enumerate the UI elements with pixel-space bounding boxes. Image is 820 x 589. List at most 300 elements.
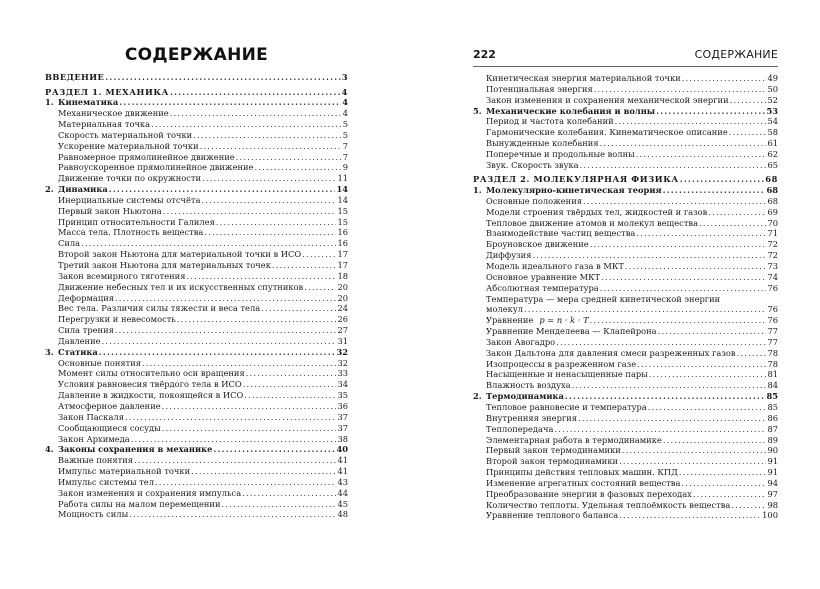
- dot-leader: [193, 130, 342, 141]
- toc-entry[interactable]: [473, 196, 778, 207]
- toc-page-number: 34: [337, 379, 348, 390]
- toc-entry[interactable]: [45, 390, 348, 401]
- toc-entry[interactable]: [45, 227, 348, 238]
- toc-page-number: 40: [336, 444, 348, 455]
- toc-entry-label: Второй закон термодинамики: [486, 456, 619, 467]
- toc-page-number: 35: [337, 390, 348, 401]
- dot-leader: [162, 423, 337, 434]
- toc-entry-label: Термодинамика: [486, 391, 564, 402]
- dot-leader: [177, 314, 337, 325]
- toc-page-number: 15: [337, 216, 348, 227]
- toc-entry-label: Модель идеального газа в МКТ: [486, 261, 624, 271]
- toc-entry-label: РАЗДЕЛ 1. МЕХАНИКА: [45, 86, 169, 97]
- toc-page-number: 87: [767, 423, 778, 434]
- toc-entry-label: Законы сохранения в механике: [58, 444, 213, 455]
- toc-chapter-number: 1.: [45, 97, 54, 108]
- dot-leader: [81, 238, 336, 249]
- toc-page-number: 68: [765, 174, 778, 185]
- dot-leader: [151, 119, 342, 130]
- toc-entry[interactable]: [473, 250, 778, 261]
- toc-entry[interactable]: [473, 84, 778, 95]
- toc-entry[interactable]: [473, 500, 778, 511]
- toc-entry[interactable]: [45, 206, 348, 217]
- toc-page-number: 4: [341, 86, 348, 97]
- toc-page-number: 76: [767, 304, 778, 315]
- running-title: СОДЕРЖАНИЕ: [694, 48, 778, 61]
- toc-entry-label: Тепловое движение атомов и молекул вещества: [486, 217, 699, 228]
- toc-entry-label: Движение небесных тел и их искусственных спутников: [58, 281, 304, 292]
- toc-entry-label: Давление в жидкости, покоящейся в ИСО: [58, 390, 244, 401]
- dot-leader: [619, 510, 761, 521]
- dot-leader: [202, 173, 336, 184]
- toc-entry[interactable]: [45, 195, 348, 206]
- toc-entry-label: Вынужденные колебания: [486, 138, 599, 149]
- toc-chapter-number: 4.: [45, 444, 54, 455]
- toc-page-number: 81: [767, 369, 778, 380]
- toc-entry-label: Тепловое равновесие и температура: [486, 401, 647, 412]
- toc-entry[interactable]: [45, 314, 348, 325]
- toc-page-number: 78: [767, 347, 778, 358]
- toc-entry-label: Закон Паскаля: [58, 411, 124, 422]
- dot-leader: [204, 227, 336, 238]
- toc-entry[interactable]: [45, 401, 348, 412]
- toc-entry[interactable]: [473, 467, 778, 478]
- toc-entry[interactable]: [45, 271, 348, 282]
- toc-entry[interactable]: [473, 445, 778, 456]
- toc-page-number: 49: [767, 73, 778, 83]
- dot-leader: [222, 499, 337, 510]
- toc-entry[interactable]: [473, 239, 778, 250]
- page-number: 222: [473, 48, 496, 61]
- toc-page-number: 16: [337, 238, 348, 249]
- toc-section[interactable]: [473, 174, 778, 186]
- toc-entry-label: Механические колебания и волны: [486, 105, 656, 116]
- dot-leader: [155, 477, 336, 488]
- toc-chapter-number: 3.: [45, 346, 54, 357]
- dot-leader: [236, 152, 342, 163]
- toc-entry-label: Элементарная работа в термодинамике: [486, 434, 662, 445]
- dot-leader: [532, 250, 766, 261]
- toc-entry-label: Влажность воздуха: [486, 380, 571, 391]
- dot-leader: [708, 207, 766, 218]
- dot-leader: [163, 206, 337, 217]
- formula: p = n · k · T: [539, 315, 589, 326]
- toc-page-number: 54: [767, 116, 778, 127]
- toc-page-number: 11: [337, 173, 348, 184]
- toc-entry[interactable]: [473, 127, 778, 138]
- toc-entry-label: Масса тела. Плотность вещества: [58, 227, 204, 238]
- toc-entry[interactable]: [45, 152, 348, 163]
- toc-entry[interactable]: [45, 260, 348, 271]
- dot-leader: [131, 434, 337, 445]
- toc-entry-label: Преобразование энергии в фазовых переходах: [486, 488, 692, 499]
- toc-page-number: 37: [337, 422, 348, 433]
- toc-entry[interactable]: [45, 477, 348, 488]
- dot-leader: [129, 509, 336, 520]
- toc-entry[interactable]: [45, 119, 348, 130]
- toc-page-number: 41: [337, 466, 348, 477]
- toc-page-number: 17: [337, 260, 348, 270]
- toc-entry-label-continued: молекул: [486, 304, 523, 315]
- toc-page-number: 16: [337, 227, 348, 238]
- dot-leader: [656, 106, 765, 117]
- toc-page-number: 20: [337, 281, 348, 292]
- dot-leader: [200, 141, 342, 152]
- dot-leader: [115, 293, 336, 304]
- dot-leader: [254, 162, 341, 173]
- dot-leader: [99, 347, 336, 358]
- dot-leader: [216, 217, 337, 228]
- toc-entry-label: Первый закон Ньютона: [58, 205, 162, 216]
- toc-entry-label: Деформация: [58, 292, 114, 303]
- toc-entry-label: Основное уравнение МКТ: [486, 271, 601, 282]
- dot-leader: [242, 488, 336, 499]
- dot-leader: [170, 108, 342, 119]
- toc-page-number: 91: [767, 456, 778, 467]
- toc-page-number: 7: [342, 140, 348, 151]
- toc-entry[interactable]: [473, 456, 778, 467]
- toc-entry[interactable]: [45, 173, 348, 184]
- toc-page-number: 70: [767, 217, 778, 228]
- dot-leader: [737, 348, 767, 359]
- dot-leader: [556, 337, 766, 348]
- toc-entry-label: Броуновское движение: [486, 239, 589, 250]
- toc-entry[interactable]: [45, 249, 348, 260]
- dot-leader: [246, 368, 337, 379]
- toc-entry-label: Ускорение материальной точки: [58, 140, 199, 151]
- toc-page-number: 94: [767, 477, 778, 488]
- dot-leader: [600, 283, 767, 294]
- dot-leader: [142, 358, 336, 369]
- toc-entry-label: Атмосферное давление: [58, 400, 161, 411]
- toc-page-number: 90: [767, 445, 778, 456]
- toc-entry[interactable]: [473, 489, 778, 500]
- toc-entry-label: Важные понятия: [58, 455, 134, 466]
- toc-page-number: 44: [337, 487, 348, 498]
- toc-page-number: 20: [337, 292, 348, 303]
- toc-entry[interactable]: [473, 315, 778, 326]
- toc-page-number: 89: [767, 434, 778, 445]
- table-of-contents-left: [45, 72, 348, 520]
- toc-entry[interactable]: [45, 130, 348, 141]
- toc-entry[interactable]: [473, 380, 778, 391]
- toc-page-number: 76: [767, 282, 778, 293]
- toc-chapter-number: 2.: [45, 184, 54, 195]
- toc-page-number: 62: [767, 148, 778, 159]
- toc-entry-label: Материальная точка: [58, 119, 151, 130]
- toc-entry[interactable]: [473, 95, 778, 106]
- dot-leader: [162, 401, 337, 412]
- toc-entry[interactable]: [45, 499, 348, 510]
- toc-page-number: 50: [767, 83, 778, 94]
- dot-leader: [648, 402, 767, 413]
- dot-leader: [681, 478, 766, 489]
- toc-page-number: 72: [767, 239, 778, 250]
- dot-leader: [572, 380, 767, 391]
- toc-entry[interactable]: [45, 303, 348, 314]
- toc-entry[interactable]: [473, 510, 778, 521]
- toc-entry-label: Мощность силы: [58, 509, 129, 520]
- toc-entry-label: Уравнение теплового баланса: [486, 510, 619, 521]
- toc-entry[interactable]: [473, 73, 778, 84]
- toc-entry[interactable]: [473, 160, 778, 171]
- toc-entry[interactable]: [45, 368, 348, 379]
- dot-leader: [580, 160, 767, 171]
- toc-entry[interactable]: [45, 108, 348, 119]
- toc-entry[interactable]: [473, 326, 778, 337]
- toc-chapter[interactable]: [45, 347, 348, 358]
- toc-entry-continued[interactable]: [473, 304, 778, 315]
- toc-entry-label: Скорость материальной точки: [58, 129, 193, 140]
- dot-leader: [201, 195, 336, 206]
- toc-entry[interactable]: [45, 217, 348, 228]
- toc-entry-label: Закон всемирного тяготения: [58, 270, 186, 281]
- toc-page-number: 18: [337, 270, 348, 281]
- toc-entry[interactable]: [45, 282, 348, 293]
- dot-leader: [590, 239, 767, 250]
- toc-entry[interactable]: [45, 412, 348, 423]
- toc-entry[interactable]: [473, 294, 778, 305]
- dot-leader: [105, 72, 341, 83]
- toc-entry-label: Уравнение Менделеева — Клапейрона: [486, 326, 657, 337]
- dot-leader: [636, 228, 766, 239]
- toc-chapter[interactable]: [45, 184, 348, 195]
- toc-entry[interactable]: [45, 466, 348, 477]
- toc-page-number: 86: [767, 412, 778, 423]
- dot-leader: [730, 95, 767, 106]
- toc-entry[interactable]: [45, 336, 348, 347]
- toc-page-number: 73: [767, 261, 778, 271]
- dot-leader: [302, 249, 336, 260]
- toc-entry-label: Изменение агрегатных состояний вещества: [486, 477, 681, 488]
- toc-entry-label: Молекулярно-кинетическая теория: [486, 185, 662, 196]
- toc-entry[interactable]: [473, 369, 778, 380]
- toc-entry[interactable]: [45, 141, 348, 152]
- toc-entry-label: Движение точки по окружности: [58, 173, 201, 184]
- dot-leader: [191, 466, 336, 477]
- toc-entry-label: Сила трения: [58, 325, 114, 336]
- dot-leader: [601, 272, 766, 283]
- toc-entry[interactable]: [45, 434, 348, 445]
- toc-entry[interactable]: [473, 348, 778, 359]
- toc-page-number: 100: [762, 510, 778, 521]
- dot-leader: [663, 185, 766, 196]
- toc-entry-label: Вес тела. Различия силы тяжести и веса тела: [58, 303, 261, 314]
- toc-page-number: 17: [337, 249, 348, 260]
- toc-entry[interactable]: [473, 207, 778, 218]
- toc-entry[interactable]: [473, 149, 778, 160]
- toc-page-number: 33: [337, 368, 348, 379]
- dot-leader: [594, 84, 767, 95]
- toc-entry-label: Принцип относительности Галилея: [58, 216, 215, 227]
- toc-page-number: 98: [767, 499, 778, 510]
- toc-page-number: 84: [767, 380, 778, 391]
- toc-entry-label: Потенциальная энергия: [486, 83, 593, 94]
- toc-entry[interactable]: [45, 325, 348, 336]
- dot-leader: [663, 435, 767, 446]
- toc-entry-label: Гармонические колебания. Кинематическое описание: [486, 127, 728, 138]
- toc-entry-label: Импульс материальной точки: [58, 466, 191, 477]
- toc-page-number: 45: [337, 498, 348, 509]
- dot-leader: [637, 359, 766, 370]
- toc-entry[interactable]: [473, 283, 778, 294]
- toc-entry-label: Закон Архимеда: [58, 433, 130, 444]
- dot-leader: [115, 325, 337, 336]
- toc-entry[interactable]: [45, 358, 348, 369]
- toc-page-number: 41: [337, 455, 348, 466]
- toc-entry[interactable]: [45, 72, 348, 83]
- toc-entry[interactable]: [473, 435, 778, 446]
- toc-page-number: 31: [337, 335, 348, 346]
- toc-entry-label: Механическое движение: [58, 108, 169, 119]
- toc-page-number: 85: [767, 401, 778, 412]
- toc-entry[interactable]: [45, 162, 348, 173]
- toc-page-number: 4: [342, 108, 348, 119]
- toc-page-number: 69: [767, 206, 778, 217]
- toc-entry-label: Динамика: [58, 184, 108, 195]
- toc-entry[interactable]: [45, 238, 348, 249]
- toc-entry[interactable]: [45, 379, 348, 390]
- toc-entry-label: Кинематика: [58, 97, 119, 108]
- toc-page-number: 74: [767, 271, 778, 282]
- toc-entry[interactable]: [473, 116, 778, 127]
- dot-leader: [658, 326, 767, 337]
- toc-entry[interactable]: [45, 509, 348, 520]
- dot-leader: [600, 138, 767, 149]
- toc-entry[interactable]: [45, 423, 348, 434]
- toc-entry[interactable]: [473, 272, 778, 283]
- toc-page-number: 78: [767, 358, 778, 369]
- toc-chapter[interactable]: [45, 444, 348, 455]
- dot-leader: [554, 424, 766, 435]
- dot-leader: [186, 271, 336, 282]
- dot-leader: [244, 390, 336, 401]
- toc-page-number: 37: [337, 411, 348, 422]
- toc-page-number: 91: [767, 467, 778, 478]
- toc-entry[interactable]: [45, 293, 348, 304]
- toc-entry-label: Поперечные и продольные волны: [486, 148, 635, 159]
- toc-entry-label: Равномерное прямолинейное движение: [58, 151, 235, 162]
- toc-entry-label: Количество теплоты. Удельная теплоёмкость вещества: [486, 499, 731, 510]
- toc-page-number: 65: [767, 159, 778, 170]
- toc-entry-label: Уравнение: [486, 315, 534, 326]
- toc-entry[interactable]: [473, 478, 778, 489]
- running-header: [473, 48, 778, 67]
- right-page: [410, 0, 820, 589]
- toc-section[interactable]: [45, 86, 348, 98]
- toc-page-number: 61: [767, 138, 778, 149]
- toc-entry[interactable]: [473, 228, 778, 239]
- dot-leader: [524, 304, 766, 315]
- toc-entry-label: Звук. Скорость звука: [486, 159, 579, 170]
- toc-entry[interactable]: [473, 138, 778, 149]
- toc-entry[interactable]: [473, 359, 778, 370]
- toc-entry[interactable]: [473, 402, 778, 413]
- toc-entry[interactable]: [473, 413, 778, 424]
- dot-leader: [590, 315, 767, 326]
- toc-page-number: 48: [337, 509, 348, 520]
- toc-entry-label: Импульс системы тел: [58, 476, 154, 487]
- toc-page-number: 58: [767, 127, 778, 138]
- toc-chapter[interactable]: [473, 106, 778, 117]
- toc-page-number: 5: [342, 129, 348, 140]
- toc-page-number: 4: [342, 97, 348, 108]
- toc-entry-label: Модели строения твёрдых тел, жидкостей и газов: [486, 206, 708, 217]
- dot-leader: [213, 444, 335, 455]
- toc-page-number: 38: [337, 433, 348, 444]
- dot-leader: [682, 73, 767, 84]
- dot-leader: [680, 174, 765, 185]
- dot-leader: [578, 413, 766, 424]
- dot-leader: [134, 455, 336, 466]
- toc-entry-label: Основные положения: [486, 195, 582, 206]
- toc-page-number: 68: [767, 195, 778, 206]
- toc-entry-label: Равноускоренное прямолинейное движение: [58, 162, 254, 173]
- dot-leader: [649, 369, 767, 380]
- dot-leader: [565, 391, 766, 402]
- toc-page-number: 97: [767, 488, 778, 499]
- toc-page-number: 27: [337, 325, 348, 336]
- toc-entry-label: Работа силы на малом перемещении: [58, 498, 221, 509]
- dot-leader: [622, 445, 767, 456]
- toc-page-number: 68: [766, 185, 778, 196]
- dot-leader: [729, 127, 767, 138]
- toc-entry-label: Насыщенные и ненасыщенные пары: [486, 369, 648, 380]
- toc-entry-label: Диффузия: [486, 250, 532, 261]
- toc-entry-label: Перегрузки и невесомость: [58, 314, 176, 325]
- toc-page-number: 36: [337, 400, 348, 411]
- toc-chapter[interactable]: [45, 97, 348, 108]
- toc-page-number: 71: [767, 228, 778, 239]
- toc-chapter-number: 5.: [473, 105, 482, 116]
- toc-entry-label: Взаимодействие частиц вещества: [486, 228, 636, 239]
- toc-entry-label: Закон изменения и сохранения механической энергии: [486, 94, 729, 105]
- dot-leader: [583, 196, 766, 207]
- toc-entry-label: Момент силы относительно оси вращения: [58, 368, 245, 379]
- toc-entry-label: Закон Авогадро: [486, 336, 556, 347]
- toc-chapter[interactable]: [473, 391, 778, 402]
- toc-page-number: 52: [767, 94, 778, 105]
- toc-entry[interactable]: [473, 424, 778, 435]
- dot-leader: [102, 336, 337, 347]
- table-of-contents-right: [473, 73, 778, 521]
- toc-entry[interactable]: [45, 455, 348, 466]
- toc-entry-label: Закон изменения и сохранения импульса: [58, 487, 242, 498]
- toc-chapter[interactable]: [473, 185, 778, 196]
- toc-page-number: 3: [341, 72, 348, 82]
- toc-page-number: 77: [767, 326, 778, 337]
- toc-page-number: 24: [337, 303, 348, 314]
- toc-entry[interactable]: [473, 218, 778, 229]
- toc-page-number: 72: [767, 250, 778, 261]
- dot-leader: [615, 116, 767, 127]
- dot-leader: [272, 260, 337, 271]
- toc-page-number: 53: [766, 105, 778, 116]
- toc-entry[interactable]: [45, 488, 348, 499]
- toc-entry-label: Кинетическая энергия материальной точки: [486, 73, 681, 83]
- toc-entry[interactable]: [473, 337, 778, 348]
- toc-entry-label: РАЗДЕЛ 2. МОЛЕКУЛЯРНАЯ ФИЗИКА: [473, 174, 679, 185]
- toc-page-number: 32: [336, 346, 348, 357]
- toc-entry-label: Период и частота колебаний: [486, 116, 614, 127]
- toc-entry[interactable]: [473, 261, 778, 272]
- toc-entry-label: Статика: [58, 346, 98, 357]
- toc-entry-label: Принципы действия тепловых машин. КПД: [486, 467, 678, 478]
- dot-leader: [679, 467, 767, 478]
- dot-leader: [170, 87, 341, 98]
- toc-entry-label: Второй закон Ньютона для материальной точки в ИСО: [58, 249, 302, 260]
- dot-leader: [619, 456, 766, 467]
